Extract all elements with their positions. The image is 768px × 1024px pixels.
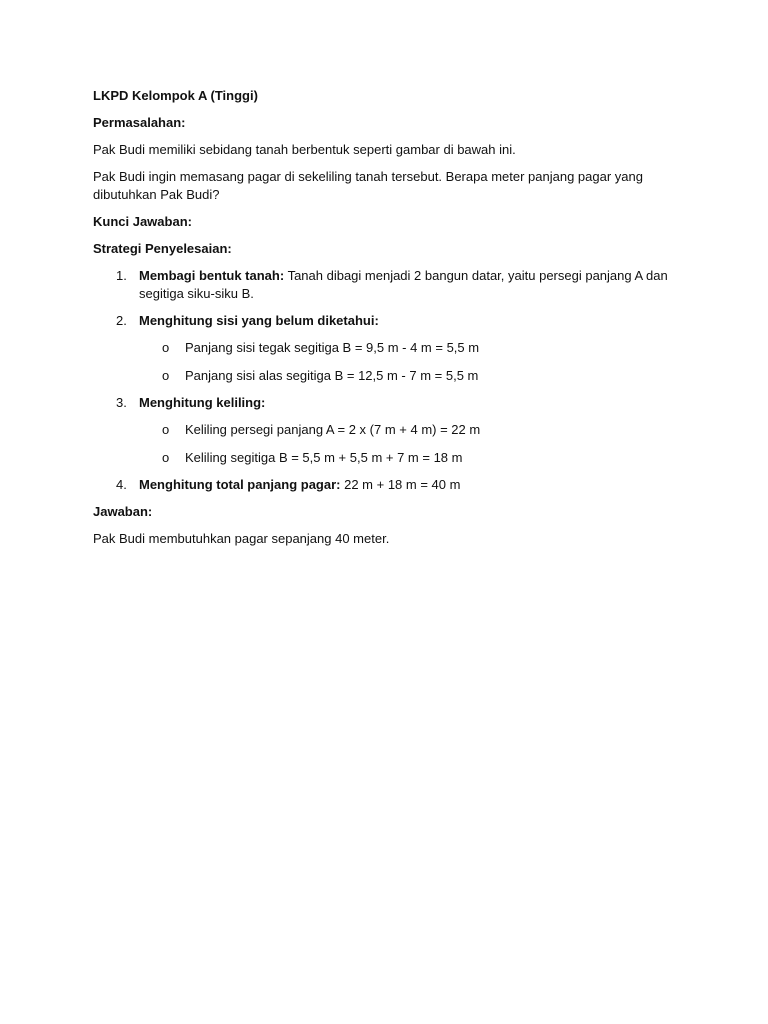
sub-item-text: Keliling persegi panjang A = 2 x (7 m + 4 m) = 22 m [185,422,481,437]
step-number: 1. [116,268,127,283]
step-sub-list [139,421,673,467]
step-item [93,476,673,494]
problem-heading: Permasalahan: [93,115,186,130]
problem-paragraph-1: Pak Budi memiliki sebidang tanah berbentuk seperti gambar di bawah ini. [93,142,516,157]
sub-item [139,421,673,439]
step-label: Menghitung total panjang pagar: [139,477,341,492]
document-page [93,87,673,557]
bullet-marker: o [162,368,170,383]
problem-paragraph-2: Pak Budi ingin memasang pagar di sekeliling tanah tersebut. Berapa meter panjang pagar yang dibutuhkan Pak Budi? [93,169,643,202]
answer-key-heading: Kunci Jawaban: [93,214,192,229]
strategy-steps-list [93,267,673,494]
step-text: 22 m + 18 m = 40 m [340,477,461,492]
step-item [93,394,673,467]
answer-heading: Jawaban: [93,504,153,519]
strategy-heading: Strategi Penyelesaian: [93,241,232,256]
sub-item [139,449,673,467]
sub-item-text: Panjang sisi tegak segitiga B = 9,5 m - 4 m = 5,5 m [185,340,480,355]
sub-item-text: Keliling segitiga B = 5,5 m + 5,5 m + 7 m = 18 m [185,450,463,465]
document-title: LKPD Kelompok A (Tinggi) [93,88,258,103]
step-label: Membagi bentuk tanah: [139,268,285,283]
step-number: 3. [116,395,127,410]
bullet-marker: o [162,340,170,355]
sub-item-text: Panjang sisi alas segitiga B = 12,5 m - 7 m = 5,5 m [185,368,479,383]
bullet-marker: o [162,422,170,437]
sub-item [139,339,673,357]
sub-item [139,367,673,385]
step-number: 2. [116,313,127,328]
step-sub-list [139,339,673,385]
answer-text: Pak Budi membutuhkan pagar sepanjang 40 meter. [93,531,390,546]
bullet-marker: o [162,450,170,465]
step-item [93,312,673,385]
step-label: Menghitung keliling: [139,395,266,410]
step-text: Tanah dibagi menjadi 2 bangun datar, yaitu persegi panjang A dan segitiga siku-siku B. [139,268,668,301]
step-number: 4. [116,477,127,492]
step-item [93,267,673,303]
step-label: Menghitung sisi yang belum diketahui: [139,313,379,328]
